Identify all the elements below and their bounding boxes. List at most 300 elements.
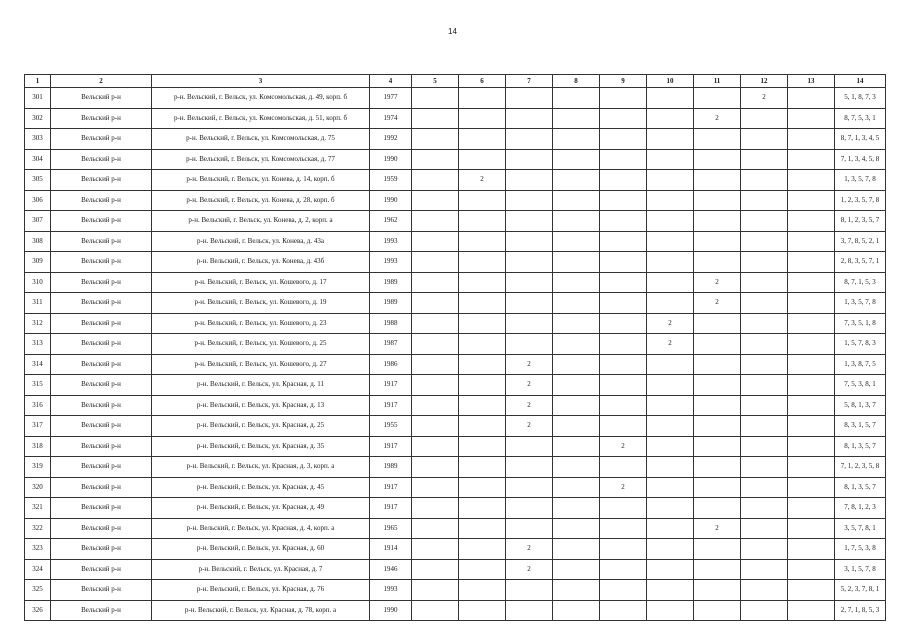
table-cell-col-6 (459, 129, 506, 150)
table-row (25, 252, 886, 273)
table-cell-col-3: р-н. Вельский, г. Вельск, ул. Конева, д. 2, корп. а (152, 211, 370, 232)
table-cell-col-11 (694, 354, 741, 375)
table-cell-col-11 (694, 477, 741, 498)
table-cell-col-12 (741, 600, 788, 621)
table-cell-col-6 (459, 498, 506, 519)
table-cell-col-5 (412, 108, 459, 129)
table-cell-col-14: 5, 2, 3, 7, 8, 1 (835, 580, 886, 601)
table-cell-col-7 (506, 108, 553, 129)
table-cell-col-12 (741, 129, 788, 150)
column-header-14: 14 (835, 75, 886, 88)
table-cell-col-1: 304 (25, 149, 51, 170)
table-row (25, 272, 886, 293)
table-cell-col-2: Вельский р-н (51, 457, 152, 478)
table-cell-col-11: 2 (694, 518, 741, 539)
table-cell-col-13 (788, 190, 835, 211)
table-cell-col-14: 8, 7, 1, 5, 3 (835, 272, 886, 293)
table-cell-col-8 (553, 108, 600, 129)
table-cell-col-3: р-н. Вельский, г. Вельск, ул. Конева, д. 43б (152, 252, 370, 273)
table-cell-col-8 (553, 375, 600, 396)
table-cell-col-7 (506, 272, 553, 293)
table-cell-col-4: 1990 (370, 149, 412, 170)
table-cell-col-12 (741, 580, 788, 601)
table-cell-col-5 (412, 129, 459, 150)
table-cell-col-3: р-н. Вельский, г. Вельск, ул. Кошевого, д. 25 (152, 334, 370, 355)
table-cell-col-4: 1988 (370, 313, 412, 334)
table-cell-col-6 (459, 252, 506, 273)
table-cell-col-1: 313 (25, 334, 51, 355)
table-cell-col-12 (741, 559, 788, 580)
table-cell-col-13 (788, 88, 835, 109)
table-cell-col-2: Вельский р-н (51, 129, 152, 150)
table-cell-col-4: 1917 (370, 436, 412, 457)
table-cell-col-5 (412, 293, 459, 314)
table-cell-col-1: 311 (25, 293, 51, 314)
table-cell-col-6 (459, 211, 506, 232)
table-cell-col-6 (459, 375, 506, 396)
table-cell-col-10 (647, 457, 694, 478)
table-cell-col-11 (694, 190, 741, 211)
table-cell-col-2: Вельский р-н (51, 170, 152, 191)
column-header-9: 9 (600, 75, 647, 88)
table-cell-col-14: 1, 3, 5, 7, 8 (835, 293, 886, 314)
table-cell-col-9 (600, 498, 647, 519)
table-cell-col-5 (412, 416, 459, 437)
table-cell-col-3: р-н. Вельский, г. Вельск, ул. Красная, д. 45 (152, 477, 370, 498)
table-cell-col-1: 316 (25, 395, 51, 416)
table-row (25, 88, 886, 109)
table-cell-col-4: 1977 (370, 88, 412, 109)
table-cell-col-11: 2 (694, 293, 741, 314)
table-cell-col-2: Вельский р-н (51, 395, 152, 416)
table-cell-col-9 (600, 108, 647, 129)
table-cell-col-5 (412, 313, 459, 334)
table-cell-col-4: 1989 (370, 457, 412, 478)
table-cell-col-2: Вельский р-н (51, 252, 152, 273)
table-cell-col-9 (600, 334, 647, 355)
table-cell-col-6 (459, 580, 506, 601)
table-cell-col-13 (788, 170, 835, 191)
table-cell-col-12 (741, 395, 788, 416)
table-cell-col-6 (459, 477, 506, 498)
table-cell-col-3: р-н. Вельский, г. Вельск, ул. Конева, д. 28, корп. б (152, 190, 370, 211)
table-cell-col-9 (600, 88, 647, 109)
table-cell-col-6 (459, 231, 506, 252)
housing-registry-table (24, 74, 886, 621)
table-row (25, 477, 886, 498)
table-cell-col-5 (412, 170, 459, 191)
table-cell-col-13 (788, 559, 835, 580)
table-cell-col-6 (459, 293, 506, 314)
table-cell-col-8 (553, 149, 600, 170)
table-cell-col-8 (553, 272, 600, 293)
table-cell-col-9 (600, 416, 647, 437)
table-cell-col-9 (600, 457, 647, 478)
table-cell-col-11 (694, 580, 741, 601)
table-cell-col-6 (459, 272, 506, 293)
table-cell-col-7 (506, 252, 553, 273)
table-cell-col-6 (459, 354, 506, 375)
table-cell-col-1: 315 (25, 375, 51, 396)
column-header-1: 1 (25, 75, 51, 88)
table-cell-col-10 (647, 498, 694, 519)
table-cell-col-4: 1946 (370, 559, 412, 580)
table-cell-col-11 (694, 231, 741, 252)
table-cell-col-12 (741, 416, 788, 437)
table-cell-col-10 (647, 559, 694, 580)
table-cell-col-5 (412, 436, 459, 457)
table-cell-col-7 (506, 600, 553, 621)
table-cell-col-2: Вельский р-н (51, 108, 152, 129)
table-row (25, 129, 886, 150)
column-header-6: 6 (459, 75, 506, 88)
table-cell-col-12 (741, 334, 788, 355)
table-cell-col-9 (600, 600, 647, 621)
table-cell-col-10 (647, 518, 694, 539)
column-header-2: 2 (51, 75, 152, 88)
table-cell-col-4: 1917 (370, 375, 412, 396)
table-cell-col-13 (788, 498, 835, 519)
table-cell-col-12 (741, 149, 788, 170)
table-cell-col-8 (553, 518, 600, 539)
table-cell-col-8 (553, 211, 600, 232)
table-cell-col-9 (600, 293, 647, 314)
table-row (25, 334, 886, 355)
table-cell-col-10: 2 (647, 313, 694, 334)
table-cell-col-5 (412, 190, 459, 211)
table-cell-col-3: р-н. Вельский, г. Вельск, ул. Конева, д. 43а (152, 231, 370, 252)
table-cell-col-3: р-н. Вельский, г. Вельск, ул. Кошевого, д. 19 (152, 293, 370, 314)
table-cell-col-4: 1990 (370, 600, 412, 621)
table-cell-col-4: 1955 (370, 416, 412, 437)
table-cell-col-14: 1, 2, 3, 5, 7, 8 (835, 190, 886, 211)
table-cell-col-2: Вельский р-н (51, 231, 152, 252)
table-cell-col-9 (600, 559, 647, 580)
table-cell-col-11 (694, 457, 741, 478)
table-cell-col-12 (741, 539, 788, 560)
table-cell-col-1: 307 (25, 211, 51, 232)
table-cell-col-5 (412, 477, 459, 498)
table-cell-col-1: 326 (25, 600, 51, 621)
table-cell-col-3: р-н. Вельский, г. Вельск, ул. Красная, д. 49 (152, 498, 370, 519)
table-cell-col-1: 308 (25, 231, 51, 252)
table-cell-col-8 (553, 416, 600, 437)
table-cell-col-7 (506, 293, 553, 314)
table-cell-col-13 (788, 375, 835, 396)
table-row (25, 559, 886, 580)
table-cell-col-10 (647, 436, 694, 457)
column-header-8: 8 (553, 75, 600, 88)
table-cell-col-13 (788, 293, 835, 314)
table-cell-col-13 (788, 211, 835, 232)
table-cell-col-7 (506, 457, 553, 478)
table-cell-col-7 (506, 518, 553, 539)
table-cell-col-10 (647, 272, 694, 293)
table-cell-col-8 (553, 559, 600, 580)
table-cell-col-1: 301 (25, 88, 51, 109)
table-cell-col-9 (600, 129, 647, 150)
table-row (25, 518, 886, 539)
table-cell-col-11 (694, 375, 741, 396)
table-cell-col-2: Вельский р-н (51, 272, 152, 293)
table-cell-col-2: Вельский р-н (51, 334, 152, 355)
table-cell-col-2: Вельский р-н (51, 498, 152, 519)
table-cell-col-2: Вельский р-н (51, 477, 152, 498)
table-cell-col-2: Вельский р-н (51, 88, 152, 109)
table-row (25, 293, 886, 314)
table-cell-col-7 (506, 498, 553, 519)
table-cell-col-3: р-н. Вельский, г. Вельск, ул. Красная, д. 7 (152, 559, 370, 580)
table-cell-col-1: 306 (25, 190, 51, 211)
table-cell-col-7 (506, 129, 553, 150)
table-cell-col-5 (412, 354, 459, 375)
table-cell-col-9 (600, 395, 647, 416)
table-cell-col-13 (788, 395, 835, 416)
table-cell-col-10 (647, 416, 694, 437)
table-cell-col-7: 2 (506, 375, 553, 396)
table-cell-col-1: 324 (25, 559, 51, 580)
column-header-10: 10 (647, 75, 694, 88)
table-cell-col-14: 2, 7, 1, 8, 5, 3 (835, 600, 886, 621)
table-cell-col-11 (694, 416, 741, 437)
table-cell-col-14: 3, 5, 7, 8, 1 (835, 518, 886, 539)
table-cell-col-11 (694, 539, 741, 560)
table-cell-col-11 (694, 88, 741, 109)
table-cell-col-6 (459, 436, 506, 457)
table-cell-col-4: 1990 (370, 190, 412, 211)
table-cell-col-13 (788, 477, 835, 498)
table-cell-col-13 (788, 149, 835, 170)
table-cell-col-9 (600, 211, 647, 232)
table-row (25, 498, 886, 519)
table-cell-col-6 (459, 190, 506, 211)
table-cell-col-10 (647, 88, 694, 109)
table-row (25, 231, 886, 252)
table-cell-col-5 (412, 231, 459, 252)
table-cell-col-4: 1917 (370, 395, 412, 416)
table-cell-col-13 (788, 354, 835, 375)
table-cell-col-13 (788, 272, 835, 293)
table-cell-col-5 (412, 211, 459, 232)
column-header-4: 4 (370, 75, 412, 88)
table-cell-col-3: р-н. Вельский, г. Вельск, ул. Кошевого, д. 23 (152, 313, 370, 334)
table-cell-col-6 (459, 600, 506, 621)
table-cell-col-3: р-н. Вельский, г. Вельск, ул. Красная, д. 4, корп. а (152, 518, 370, 539)
table-cell-col-11 (694, 436, 741, 457)
table-cell-col-14: 3, 1, 5, 7, 8 (835, 559, 886, 580)
table-cell-col-12 (741, 313, 788, 334)
table-cell-col-2: Вельский р-н (51, 518, 152, 539)
table-row (25, 600, 886, 621)
table-cell-col-8 (553, 580, 600, 601)
table-cell-col-8 (553, 129, 600, 150)
table-cell-col-5 (412, 252, 459, 273)
table-cell-col-2: Вельский р-н (51, 416, 152, 437)
table-cell-col-7: 2 (506, 395, 553, 416)
table-cell-col-1: 317 (25, 416, 51, 437)
table-cell-col-5 (412, 272, 459, 293)
table-cell-col-11 (694, 211, 741, 232)
table-cell-col-7 (506, 149, 553, 170)
table-cell-col-2: Вельский р-н (51, 313, 152, 334)
table-row (25, 313, 886, 334)
table-cell-col-14: 7, 5, 3, 8, 1 (835, 375, 886, 396)
table-cell-col-10 (647, 580, 694, 601)
table-cell-col-14: 8, 7, 5, 3, 1 (835, 108, 886, 129)
table-cell-col-12 (741, 436, 788, 457)
table-cell-col-14: 3, 7, 8, 5, 2, 1 (835, 231, 886, 252)
table-cell-col-2: Вельский р-н (51, 211, 152, 232)
table-cell-col-7 (506, 231, 553, 252)
table-cell-col-2: Вельский р-н (51, 580, 152, 601)
table-cell-col-5 (412, 600, 459, 621)
table-cell-col-3: р-н. Вельский, г. Вельск, ул. Комсомольская, д. 49, корп. б (152, 88, 370, 109)
table-cell-col-8 (553, 354, 600, 375)
table-cell-col-5 (412, 149, 459, 170)
table-cell-col-8 (553, 436, 600, 457)
table-cell-col-2: Вельский р-н (51, 436, 152, 457)
table-cell-col-9 (600, 375, 647, 396)
table-cell-col-12 (741, 518, 788, 539)
table-cell-col-10: 2 (647, 334, 694, 355)
table-cell-col-8 (553, 334, 600, 355)
table-cell-col-5 (412, 88, 459, 109)
table-cell-col-8 (553, 252, 600, 273)
table-cell-col-11: 2 (694, 272, 741, 293)
table-cell-col-2: Вельский р-н (51, 559, 152, 580)
table-cell-col-3: р-н. Вельский, г. Вельск, ул. Конева, д. 14, корп. б (152, 170, 370, 191)
column-header-11: 11 (694, 75, 741, 88)
table-cell-col-12 (741, 170, 788, 191)
table-cell-col-6 (459, 149, 506, 170)
table-cell-col-10 (647, 190, 694, 211)
table-cell-col-14: 8, 1, 2, 3, 5, 7 (835, 211, 886, 232)
table-cell-col-2: Вельский р-н (51, 293, 152, 314)
table-cell-col-6 (459, 518, 506, 539)
table-cell-col-2: Вельский р-н (51, 149, 152, 170)
column-header-13: 13 (788, 75, 835, 88)
table-cell-col-12: 2 (741, 88, 788, 109)
table-cell-col-6 (459, 313, 506, 334)
table-cell-col-13 (788, 580, 835, 601)
table-cell-col-9 (600, 252, 647, 273)
table-cell-col-1: 309 (25, 252, 51, 273)
table-cell-col-8 (553, 231, 600, 252)
table-cell-col-10 (647, 293, 694, 314)
table-cell-col-13 (788, 108, 835, 129)
header-row (25, 75, 886, 88)
table-cell-col-7 (506, 313, 553, 334)
table-cell-col-3: р-н. Вельский, г. Вельск, ул. Красная, д. 35 (152, 436, 370, 457)
column-header-3: 3 (152, 75, 370, 88)
table-cell-col-1: 303 (25, 129, 51, 150)
table-cell-col-4: 1989 (370, 272, 412, 293)
table-cell-col-9 (600, 190, 647, 211)
table-cell-col-9: 2 (600, 436, 647, 457)
table-cell-col-7: 2 (506, 416, 553, 437)
table-body (25, 88, 886, 621)
table-cell-col-2: Вельский р-н (51, 354, 152, 375)
table-cell-col-14: 7, 3, 5, 1, 8 (835, 313, 886, 334)
table-cell-col-11 (694, 149, 741, 170)
table-cell-col-11 (694, 600, 741, 621)
table-cell-col-10 (647, 395, 694, 416)
table-cell-col-14: 1, 5, 7, 8, 3 (835, 334, 886, 355)
table-cell-col-8 (553, 395, 600, 416)
table-cell-col-4: 1993 (370, 231, 412, 252)
table-cell-col-3: р-н. Вельский, г. Вельск, ул. Комсомольская, д. 51, корп. б (152, 108, 370, 129)
table-row (25, 354, 886, 375)
table-cell-col-12 (741, 231, 788, 252)
table-cell-col-3: р-н. Вельский, г. Вельск, ул. Кошевого, д. 27 (152, 354, 370, 375)
table-cell-col-14: 7, 1, 2, 3, 5, 8 (835, 457, 886, 478)
table-cell-col-3: р-н. Вельский, г. Вельск, ул. Кошевого, д. 17 (152, 272, 370, 293)
table-cell-col-1: 312 (25, 313, 51, 334)
table-cell-col-4: 1993 (370, 252, 412, 273)
table-cell-col-10 (647, 354, 694, 375)
table-row (25, 375, 886, 396)
table-cell-col-12 (741, 252, 788, 273)
table-row (25, 149, 886, 170)
table-cell-col-1: 318 (25, 436, 51, 457)
table-cell-col-2: Вельский р-н (51, 600, 152, 621)
table-cell-col-8 (553, 600, 600, 621)
table-cell-col-1: 323 (25, 539, 51, 560)
table-row (25, 436, 886, 457)
table-cell-col-13 (788, 313, 835, 334)
table-cell-col-3: р-н. Вельский, г. Вельск, ул. Красная, д. 25 (152, 416, 370, 437)
table-cell-col-5 (412, 559, 459, 580)
table-cell-col-10 (647, 539, 694, 560)
table-cell-col-9: 2 (600, 477, 647, 498)
table-cell-col-10 (647, 149, 694, 170)
table-cell-col-12 (741, 477, 788, 498)
table-cell-col-8 (553, 539, 600, 560)
table-cell-col-12 (741, 272, 788, 293)
table-cell-col-12 (741, 293, 788, 314)
table-cell-col-5 (412, 539, 459, 560)
table-cell-col-1: 320 (25, 477, 51, 498)
table-cell-col-3: р-н. Вельский, г. Вельск, ул. Комсомольская, д. 75 (152, 129, 370, 150)
table-cell-col-7 (506, 334, 553, 355)
table-cell-col-5 (412, 334, 459, 355)
table-cell-col-11 (694, 498, 741, 519)
table-cell-col-5 (412, 457, 459, 478)
table-cell-col-13 (788, 457, 835, 478)
table-row (25, 190, 886, 211)
table-cell-col-11 (694, 129, 741, 150)
table-cell-col-1: 305 (25, 170, 51, 191)
table-cell-col-1: 302 (25, 108, 51, 129)
table-cell-col-14: 1, 3, 5, 7, 8 (835, 170, 886, 191)
table-cell-col-13 (788, 600, 835, 621)
table-cell-col-10 (647, 231, 694, 252)
table-cell-col-9 (600, 539, 647, 560)
table-cell-col-14: 5, 8, 1, 3, 7 (835, 395, 886, 416)
table-cell-col-13 (788, 436, 835, 457)
table-cell-col-8 (553, 88, 600, 109)
table-cell-col-3: р-н. Вельский, г. Вельск, ул. Красная, д. 11 (152, 375, 370, 396)
table-cell-col-4: 1959 (370, 170, 412, 191)
table-cell-col-7 (506, 88, 553, 109)
table-cell-col-10 (647, 600, 694, 621)
table-cell-col-8 (553, 190, 600, 211)
table-row (25, 539, 886, 560)
table-cell-col-6: 2 (459, 170, 506, 191)
table-cell-col-3: р-н. Вельский, г. Вельск, ул. Красная, д. 3, корп. а (152, 457, 370, 478)
page-number: 14 (448, 27, 457, 36)
table-cell-col-3: р-н. Вельский, г. Вельск, ул. Красная, д. 78, корп. а (152, 600, 370, 621)
